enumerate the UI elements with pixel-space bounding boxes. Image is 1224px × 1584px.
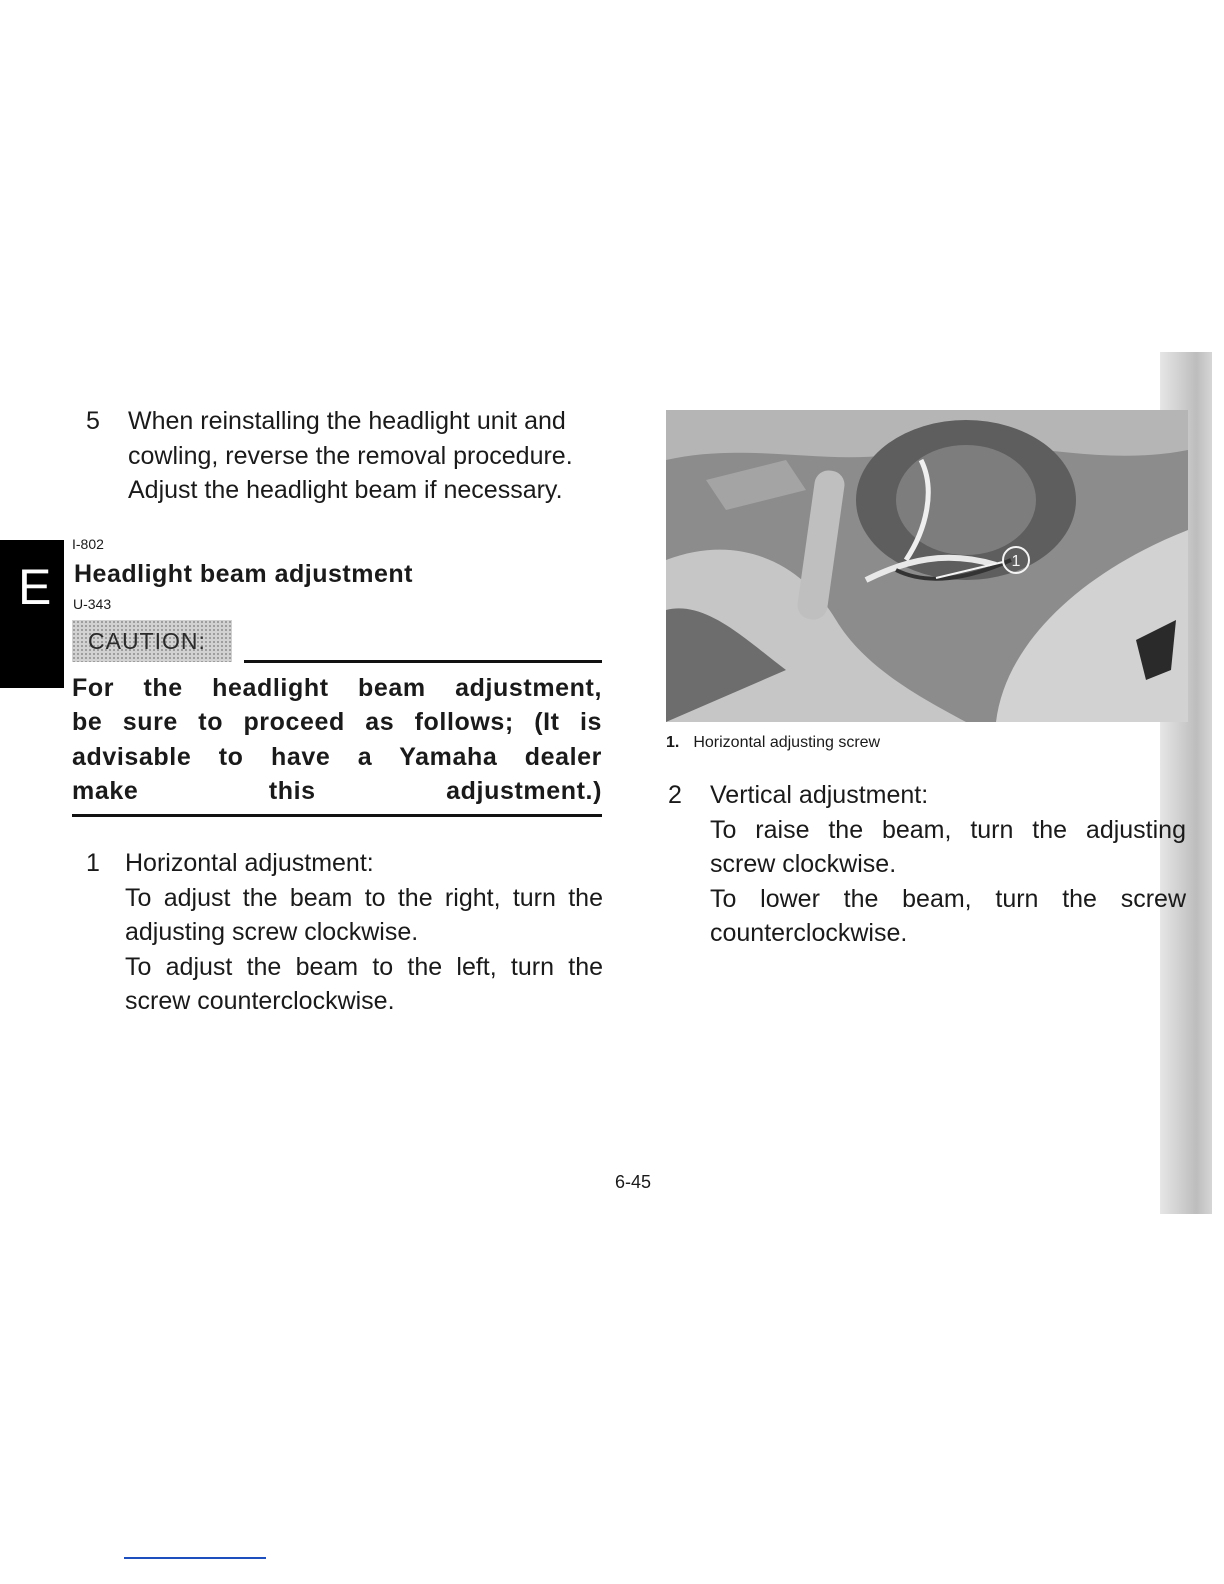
step-1-line: To adjust the beam to the right, turn the [125, 883, 603, 912]
photo-caption [666, 733, 880, 753]
step-5-number: 5 [86, 407, 100, 435]
step-2-line: To raise the beam, turn the adjusting [710, 815, 1186, 844]
photo-callout-number: 1 [1011, 553, 1021, 570]
section-title: Headlight beam adjustment [74, 560, 413, 588]
step-1-title: Horizontal adjustment: [125, 849, 374, 877]
caution-line: For the headlight beam adjustment, [72, 674, 602, 702]
step-2-line: counterclockwise. [710, 919, 908, 947]
headlight-photo [666, 410, 1188, 722]
caution-bottom-rule [72, 814, 602, 817]
section-code-bottom: U-343 [73, 596, 112, 612]
caution-line: be sure to proceed as follows; (It is [72, 708, 602, 737]
section-tab-letter: E [18, 559, 52, 615]
caution-label: CAUTION: [72, 620, 232, 662]
step-2-line: screw clockwise. [710, 850, 897, 878]
caution-text [72, 671, 602, 809]
step-5-line: When reinstalling the headlight unit and [128, 407, 566, 435]
page-number: 6-45 [614, 1172, 652, 1192]
step-2-text [710, 778, 1186, 951]
step-5-text [128, 404, 608, 508]
caution-rule [244, 660, 602, 663]
step-1-line: screw counterclockwise. [125, 987, 395, 1015]
step-5-line: Adjust the headlight beam if necessary. [128, 476, 563, 504]
step-1-line: To adjust the beam to the left, turn the [125, 952, 603, 981]
step-1-number: 1 [86, 849, 100, 877]
step-2-line: To lower the beam, turn the screw [710, 884, 1186, 913]
footer-rule [124, 1557, 266, 1559]
caption-text: Horizontal adjusting screw [693, 734, 881, 751]
step-5-line: cowling, reverse the removal procedure. [128, 441, 573, 470]
step-2-title: Vertical adjustment: [710, 781, 929, 809]
caution-line: advisable to have a Yamaha dealer [72, 742, 602, 771]
caption-number: 1. [666, 734, 680, 751]
section-code-top: I-802 [72, 536, 104, 552]
step-1-text [125, 846, 603, 1019]
step-1-line: adjusting screw clockwise. [125, 918, 419, 946]
step-2-number: 2 [668, 781, 682, 809]
section-tab-e [0, 540, 64, 688]
caution-line: make this adjustment.) [72, 777, 602, 806]
